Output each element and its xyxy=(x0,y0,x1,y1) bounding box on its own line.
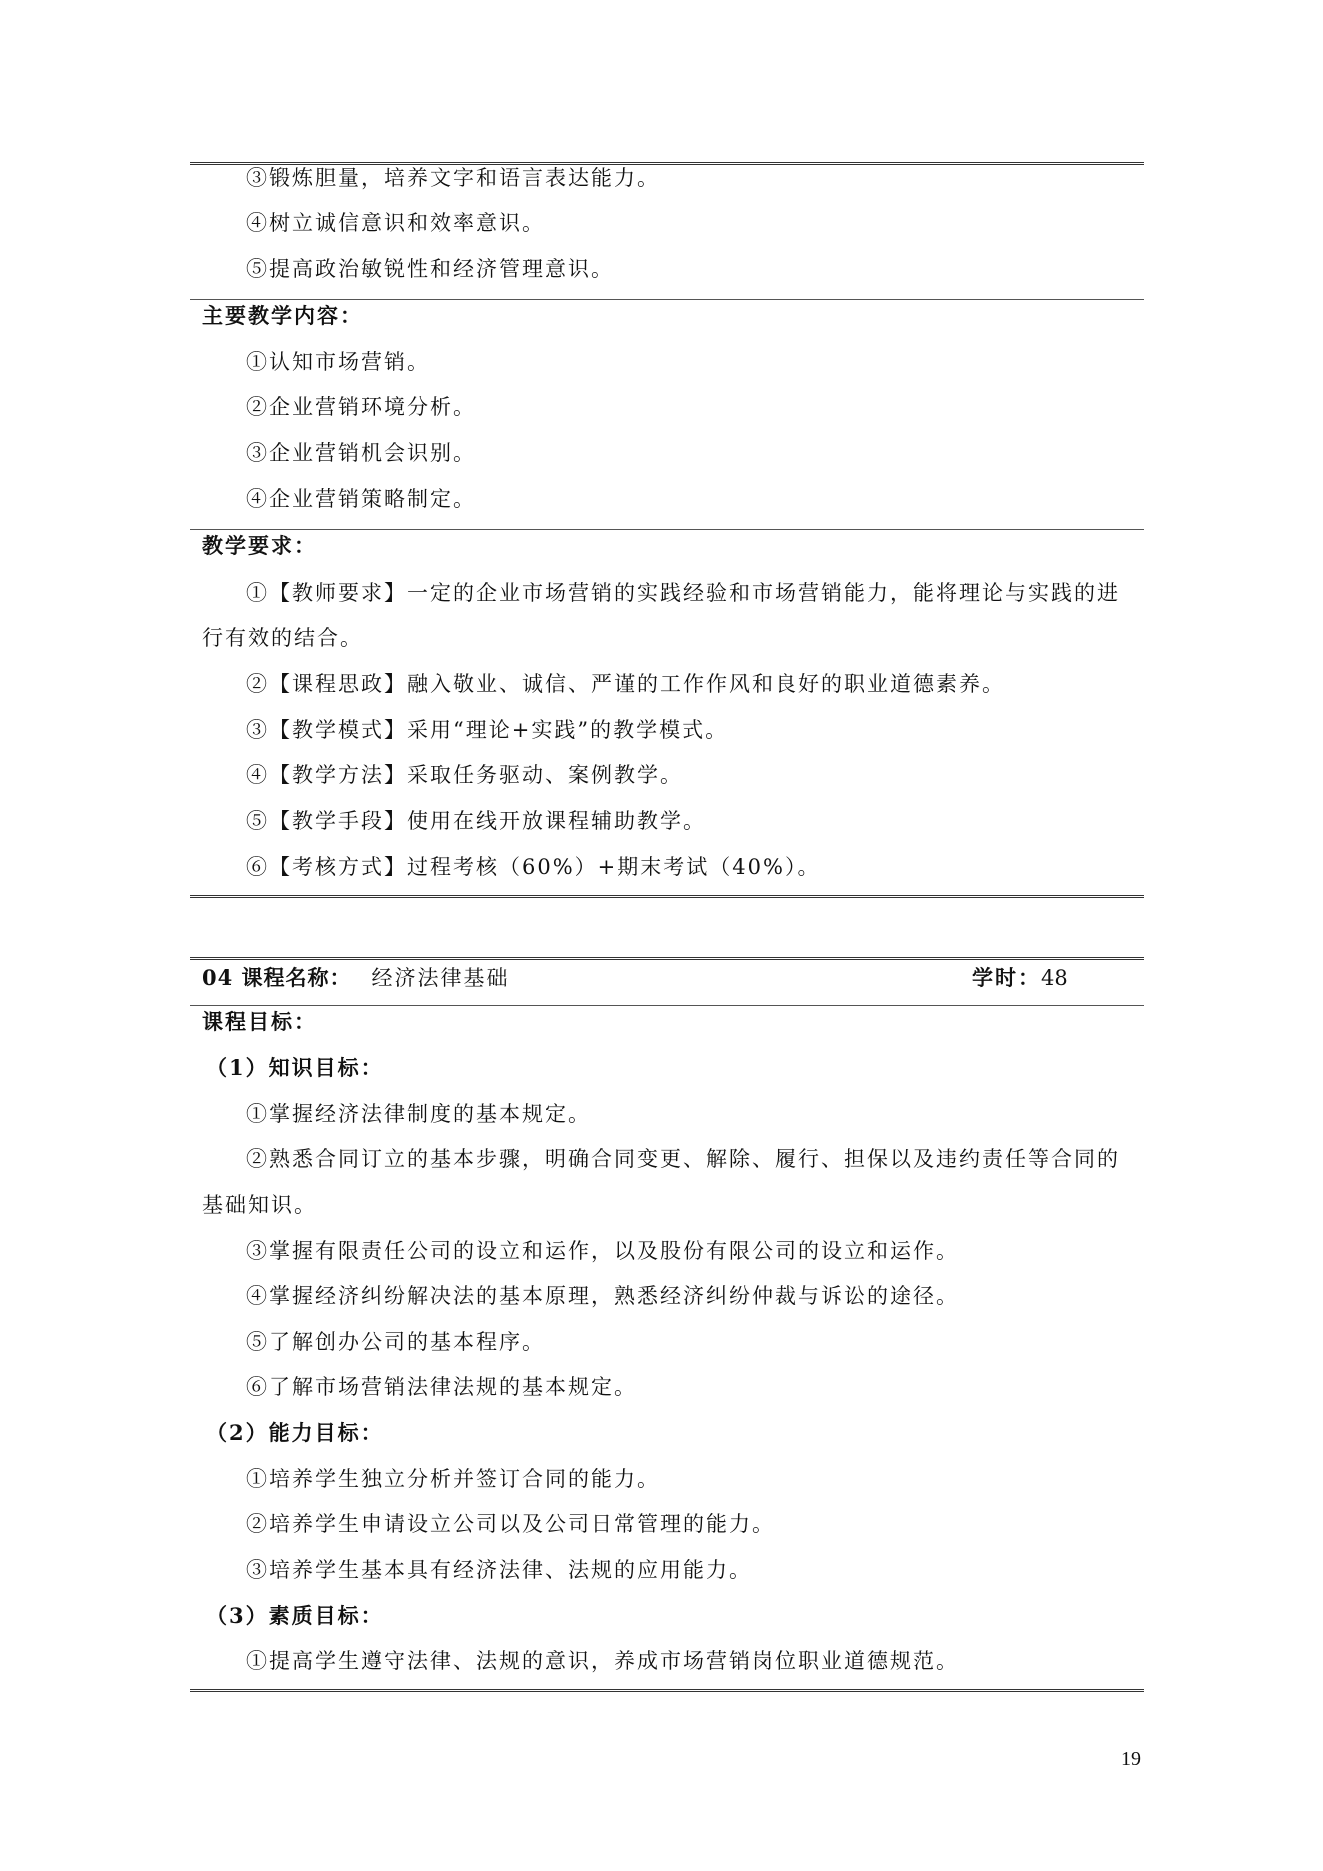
course-header-divider xyxy=(190,1005,1144,1006)
section-divider xyxy=(190,299,1144,300)
course-goals-heading: 课程目标： xyxy=(202,1009,317,1034)
knowledge-item-continued: 基础知识。 xyxy=(202,1193,317,1217)
ability-item: ①培养学生独立分析并签订合同的能力。 xyxy=(246,1467,660,1491)
goal-item: ⑤提高政治敏锐性和经济管理意识。 xyxy=(246,257,614,281)
content-item: ④企业营销策略制定。 xyxy=(246,487,476,511)
requirement-item: ⑤【教学手段】使用在线开放课程辅助教学。 xyxy=(246,809,706,833)
ability-heading: （2）能力目标： xyxy=(206,1420,384,1445)
course-hours-value: 48 xyxy=(1041,966,1068,990)
knowledge-item: ④掌握经济纠纷解决法的基本原理，熟悉经济纠纷仲裁与诉讼的途径。 xyxy=(246,1284,959,1308)
content-item: ③企业营销机会识别。 xyxy=(246,441,476,465)
content-item: ①认知市场营销。 xyxy=(246,350,430,374)
requirements-heading: 教学要求： xyxy=(202,533,317,558)
knowledge-heading: （1）知识目标： xyxy=(206,1055,384,1080)
knowledge-item: ⑥了解市场营销法律法规的基本规定。 xyxy=(246,1375,637,1399)
knowledge-item: ①掌握经济法律制度的基本规定。 xyxy=(246,1102,591,1126)
requirement-item: ③【教学模式】采用“理论+实践”的教学模式。 xyxy=(246,718,729,742)
requirement-item: ⑥【考核方式】过程考核（60%）+期末考试（40%）。 xyxy=(246,855,821,879)
course-top-rule xyxy=(190,957,1144,960)
page-number: 19 xyxy=(1121,1748,1141,1770)
quality-item: ①提高学生遵守法律、法规的意识，养成市场营销岗位职业道德规范。 xyxy=(246,1649,959,1673)
ability-item: ③培养学生基本具有经济法律、法规的应用能力。 xyxy=(246,1558,752,1582)
content-item: ②企业营销环境分析。 xyxy=(246,395,476,419)
knowledge-item: ②熟悉合同订立的基本步骤，明确合同变更、解除、履行、担保以及违约责任等合同的 xyxy=(246,1147,1120,1171)
course-name: 经济法律基础 xyxy=(371,966,510,990)
requirement-item: ④【教学方法】采取任务驱动、案例教学。 xyxy=(246,763,683,787)
course-end-rule xyxy=(190,1689,1144,1692)
goal-item: ④树立诚信意识和效率意识。 xyxy=(246,211,545,235)
course-hours xyxy=(972,963,1068,993)
section-divider xyxy=(190,529,1144,530)
knowledge-item: ③掌握有限责任公司的设立和运作，以及股份有限公司的设立和运作。 xyxy=(246,1239,959,1263)
course-name-label: 04 课程名称： xyxy=(202,965,352,990)
requirement-item: ①【教师要求】一定的企业市场营销的实践经验和市场营销能力，能将理论与实践的进 xyxy=(246,581,1120,605)
course-header-row xyxy=(190,963,1144,993)
requirement-item-continued: 行有效的结合。 xyxy=(202,626,363,650)
knowledge-item: ⑤了解创办公司的基本程序。 xyxy=(246,1330,545,1354)
requirement-item: ②【课程思政】融入敬业、诚信、严谨的工作作风和良好的职业道德素养。 xyxy=(246,672,1005,696)
ability-item: ②培养学生申请设立公司以及公司日常管理的能力。 xyxy=(246,1512,775,1536)
goal-item: ③锻炼胆量，培养文字和语言表达能力。 xyxy=(246,166,660,190)
quality-heading: （3）素质目标： xyxy=(206,1603,384,1628)
section-end-rule xyxy=(190,895,1144,898)
course-hours-label: 学时： xyxy=(972,965,1041,990)
content-heading: 主要教学内容： xyxy=(202,303,363,328)
